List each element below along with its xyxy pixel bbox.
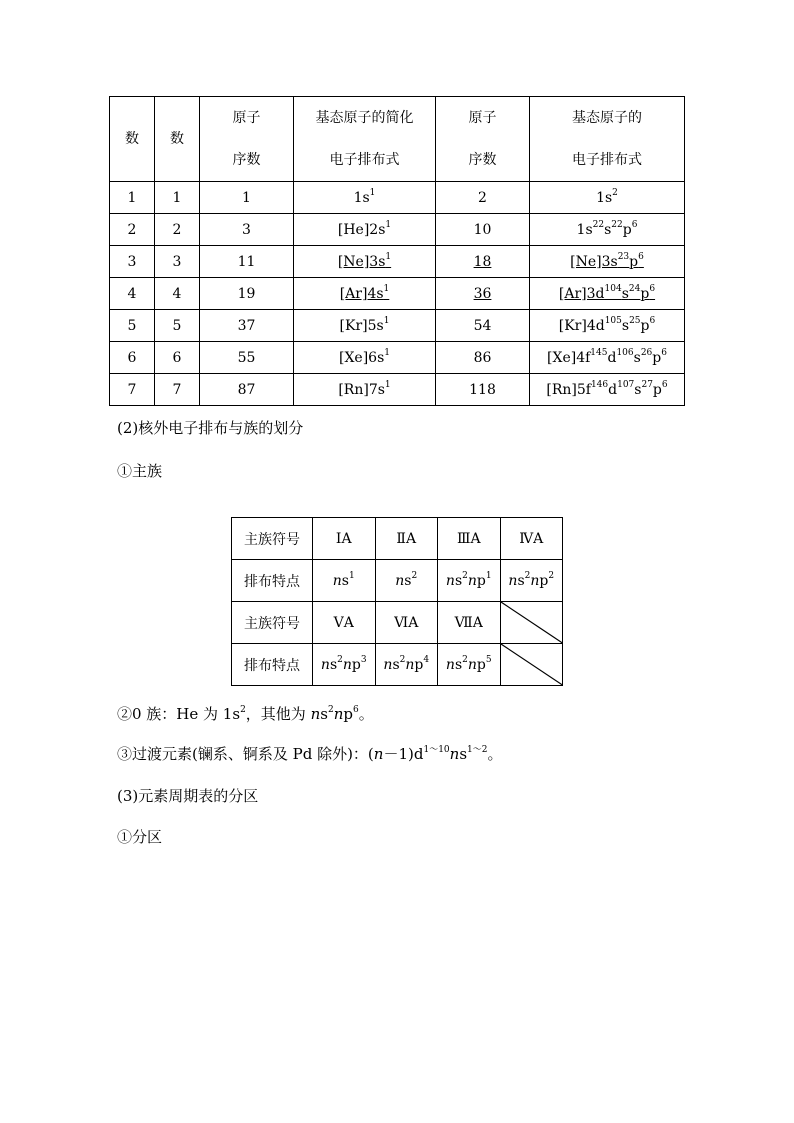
- table-cell: 87: [200, 374, 294, 406]
- main-group-table: [231, 517, 563, 686]
- table-cell: 7: [110, 374, 155, 406]
- table-cell: 18: [436, 246, 530, 278]
- config-cell: $ns^2np^3$: [313, 644, 376, 686]
- transition-elements-text: ③过渡元素(镧系、锕系及 Pd 除外)：$(n-1)d^{1\sim 10}ns^{1\sim 2}$。: [117, 745, 503, 763]
- config-cell: $ns^2np^4$: [375, 644, 438, 686]
- table-cell: 118: [436, 374, 530, 406]
- zero-group-text: ②0 族：He 为 $1s^2$，其他为 $ns^2np^6$。: [117, 705, 374, 723]
- table-cell: $[Kr]4d^{105}s^{25}p^6$: [530, 310, 685, 342]
- table-cell: $[Rn]5f^{146}d^{107}s^{27}p^6$: [530, 374, 685, 406]
- config-cell: $ns^2$: [375, 560, 438, 602]
- group-symbol: ⅢA: [438, 518, 501, 560]
- table-cell: 37: [200, 310, 294, 342]
- table-row: [110, 246, 685, 278]
- table-cell: $[Ne]3s^1$: [294, 246, 436, 278]
- table-cell: 11: [200, 246, 294, 278]
- table-cell: 3: [110, 246, 155, 278]
- table-cell: 2: [110, 214, 155, 246]
- table-row: [232, 602, 563, 644]
- table-cell: $[He]2s^1$: [294, 214, 436, 246]
- table-cell: 2: [436, 182, 530, 214]
- table-cell: 5: [110, 310, 155, 342]
- table-cell: 55: [200, 342, 294, 374]
- empty-diagonal-cell: [500, 644, 563, 686]
- table-cell: $1s^1$: [294, 182, 436, 214]
- table-cell: 4: [155, 278, 200, 310]
- diagonal-line: [501, 602, 563, 643]
- table-row: [232, 560, 563, 602]
- row-label: 排布特点: [232, 560, 313, 602]
- header-cell: 基态原子的 电子排布式: [530, 97, 685, 182]
- header-cell: [110, 97, 155, 182]
- row-label: 主族符号: [232, 602, 313, 644]
- table-cell: 1: [155, 182, 200, 214]
- group-symbol: ⅠA: [313, 518, 376, 560]
- config-cell: $ns^2np^2$: [500, 560, 563, 602]
- table-cell: 7: [155, 374, 200, 406]
- diagonal-line: [501, 644, 563, 685]
- table-cell: 86: [436, 342, 530, 374]
- group-symbol: ⅤA: [313, 602, 376, 644]
- empty-diagonal-cell: [500, 602, 563, 644]
- header-cell: 基态原子的简化 电子排布式: [294, 97, 436, 182]
- header-text: 数: [125, 131, 139, 147]
- group-symbol: ⅦA: [438, 602, 501, 644]
- table-cell: 5: [155, 310, 200, 342]
- table-cell: $[Xe]4f^{145}d^{106}s^{26}p^6$: [530, 342, 685, 374]
- table-cell: 10: [436, 214, 530, 246]
- table-cell: 3: [155, 246, 200, 278]
- section-title: (2)核外电子排布与族的划分: [117, 419, 304, 437]
- table-row: [110, 182, 685, 214]
- table-cell: 6: [110, 342, 155, 374]
- table-cell: 1: [200, 182, 294, 214]
- table-cell: $[Ar]3d^{104}s^{24}p^6$: [530, 278, 685, 310]
- table-cell: 6: [155, 342, 200, 374]
- config-cell: $ns^2np^1$: [438, 560, 501, 602]
- config-cell: $ns^2np^5$: [438, 644, 501, 686]
- header-text: 数: [170, 131, 184, 147]
- table-row: [110, 342, 685, 374]
- table-cell: $1s^2$: [530, 182, 685, 214]
- table-cell: 19: [200, 278, 294, 310]
- table-cell: 3: [200, 214, 294, 246]
- table-row: [232, 644, 563, 686]
- table-cell: $[Rn]7s^1$: [294, 374, 436, 406]
- table-cell: $1s^{22}s^{22}p^6$: [530, 214, 685, 246]
- table-cell: 2: [155, 214, 200, 246]
- table-cell: 1: [110, 182, 155, 214]
- table-cell: $[Ar]4s^1$: [294, 278, 436, 310]
- table-row: [110, 374, 685, 406]
- table-cell: 54: [436, 310, 530, 342]
- section-title: (3)元素周期表的分区: [117, 787, 259, 805]
- table-cell: 4: [110, 278, 155, 310]
- table-cell: $[Kr]5s^1$: [294, 310, 436, 342]
- config-cell: $ns^1$: [313, 560, 376, 602]
- header-cell: [155, 97, 200, 182]
- table-cell: 36: [436, 278, 530, 310]
- table-row: [110, 310, 685, 342]
- table-cell: $[Xe]6s^1$: [294, 342, 436, 374]
- table-cell: $[Ne]3s^{23}p^6$: [530, 246, 685, 278]
- table-row: [232, 518, 563, 560]
- table-row: [110, 278, 685, 310]
- subsection-title: ①主族: [117, 462, 163, 480]
- row-label: 主族符号: [232, 518, 313, 560]
- group-symbol: ⅡA: [375, 518, 438, 560]
- group-symbol: ⅥA: [375, 602, 438, 644]
- subsection-title: ①分区: [117, 828, 163, 846]
- group-symbol: ⅣA: [500, 518, 563, 560]
- electron-config-table: [109, 96, 685, 406]
- header-cell: 原子 序数: [436, 97, 530, 182]
- row-label: 排布特点: [232, 644, 313, 686]
- header-cell: 原子 序数: [200, 97, 294, 182]
- table-row: [110, 214, 685, 246]
- table-header-row: [110, 97, 685, 182]
